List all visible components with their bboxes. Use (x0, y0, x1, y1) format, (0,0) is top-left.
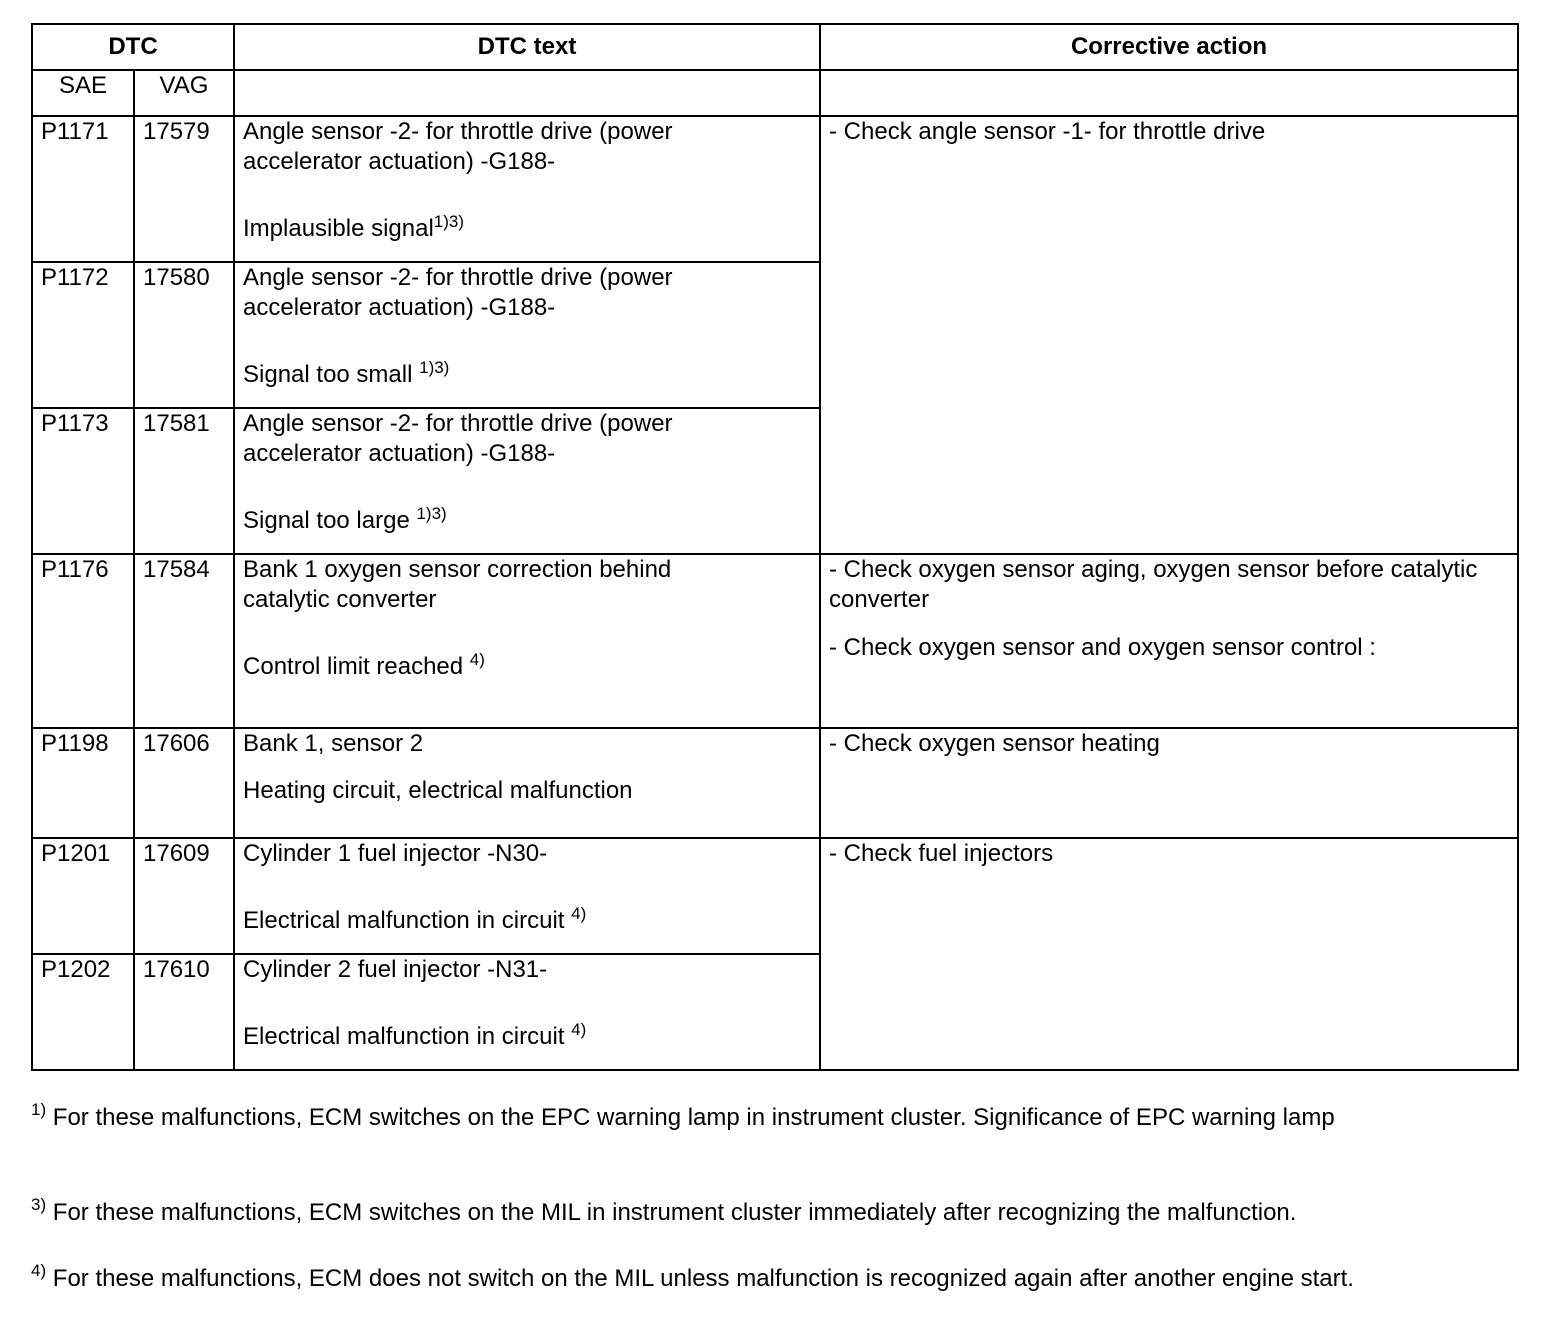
vag-code: 17606 (134, 728, 234, 838)
action-cell (820, 554, 1518, 728)
footnote-mark: 3) (31, 1195, 47, 1214)
dtc-text-line: Bank 1 oxygen sensor correction behind (243, 556, 672, 583)
footnote (31, 1100, 1335, 1133)
table-row (32, 116, 1518, 262)
dtc-table (31, 23, 1519, 1071)
header-vag: VAG (134, 70, 234, 116)
vag-code: 17579 (134, 116, 234, 262)
footnote-ref: 4) (571, 1020, 587, 1039)
dtc-text-cell (234, 408, 820, 554)
table-row (32, 554, 1518, 728)
table-row (32, 728, 1518, 838)
sae-code: P1198 (32, 728, 134, 838)
header-corrective-action: Corrective action (820, 24, 1518, 70)
header-row (32, 24, 1518, 70)
subheader-empty-action (820, 70, 1518, 116)
sae-code: P1171 (32, 116, 134, 262)
dtc-text-cell (234, 554, 820, 728)
footnote-ref: 4) (571, 904, 587, 923)
sae-code: P1202 (32, 954, 134, 1070)
sae-code: P1173 (32, 408, 134, 554)
header-sae: SAE (32, 70, 134, 116)
dtc-status: Electrical malfunction in circuit (243, 1023, 572, 1050)
footnote-ref: 1)3) (433, 212, 465, 231)
table-row (32, 838, 1518, 954)
footnote-text: For these malfunctions, ECM does not switch on the MIL unless malfunction is recognized again after another engine start. (46, 1265, 1354, 1292)
footnote (31, 1261, 1354, 1294)
dtc-status-line (243, 652, 811, 682)
dtc-text-cell (234, 116, 820, 262)
vag-code: 17609 (134, 838, 234, 954)
header-dtc-text: DTC text (234, 24, 820, 70)
footnote-ref: 1)3) (416, 504, 447, 523)
dtc-status: Electrical malfunction in circuit (243, 907, 572, 934)
vag-code: 17610 (134, 954, 234, 1070)
dtc-status: Signal too large (243, 507, 417, 534)
sae-code: P1172 (32, 262, 134, 408)
dtc-text-cell (234, 954, 820, 1070)
dtc-status: Implausible signal (243, 215, 434, 242)
sae-code: P1201 (32, 838, 134, 954)
dtc-text-cell (234, 262, 820, 408)
action-item: - Check angle sensor -1- for throttle drive (829, 118, 1266, 145)
dtc-text-line: Angle sensor -2- for throttle drive (power (243, 410, 673, 437)
vag-code: 17584 (134, 554, 234, 728)
subheader-empty-text (234, 70, 820, 116)
dtc-text-line: accelerator actuation) -G188- (243, 440, 556, 467)
dtc-text-line: Cylinder 1 fuel injector -N30- (243, 840, 548, 867)
footnote-ref: 4) (469, 650, 485, 669)
dtc-text-line: accelerator actuation) -G188- (243, 294, 556, 321)
dtc-status-line (243, 906, 811, 936)
footnote-mark: 1) (31, 1100, 47, 1119)
dtc-text-line: accelerator actuation) -G188- (243, 148, 556, 175)
dtc-status-line (243, 1022, 811, 1052)
footnote (31, 1195, 1297, 1228)
action-item: - Check oxygen sensor heating (829, 730, 1160, 757)
dtc-status-line (243, 506, 811, 536)
action-cell (820, 728, 1518, 838)
action-item: - Check oxygen sensor and oxygen sensor control : (829, 634, 1376, 661)
dtc-text-line: Angle sensor -2- for throttle drive (power (243, 264, 673, 291)
dtc-status: Signal too small (243, 361, 420, 388)
dtc-text-cell (234, 728, 820, 838)
dtc-status: Heating circuit, electrical malfunction (243, 777, 633, 804)
footnote-mark: 4) (31, 1261, 47, 1280)
vag-code: 17580 (134, 262, 234, 408)
action-item: - Check fuel injectors (829, 840, 1054, 867)
footnote-text: For these malfunctions, ECM switches on the MIL in instrument cluster immediately after recognizing the malfunction. (46, 1199, 1297, 1226)
dtc-text-cell (234, 838, 820, 954)
dtc-text-line: catalytic converter (243, 586, 437, 613)
sae-code: P1176 (32, 554, 134, 728)
dtc-text-line: Cylinder 2 fuel injector -N31- (243, 956, 548, 983)
action-item: - Check oxygen sensor aging, oxygen sensor before catalytic converter (829, 556, 1478, 613)
footnote-text: For these malfunctions, ECM switches on the EPC warning lamp in instrument cluster. Significance of EPC warning lamp (46, 1104, 1335, 1131)
action-cell (820, 838, 1518, 1070)
subheader-row (32, 70, 1518, 116)
dtc-status-line (243, 360, 811, 390)
action-cell (820, 116, 1518, 554)
footnote-ref: 1)3) (419, 358, 450, 377)
header-dtc: DTC (32, 24, 234, 70)
dtc-status: Control limit reached (243, 653, 470, 680)
dtc-status-line (243, 214, 811, 244)
dtc-text-line: Angle sensor -2- for throttle drive (power (243, 118, 673, 145)
dtc-text-line: Bank 1, sensor 2 (243, 730, 424, 757)
vag-code: 17581 (134, 408, 234, 554)
